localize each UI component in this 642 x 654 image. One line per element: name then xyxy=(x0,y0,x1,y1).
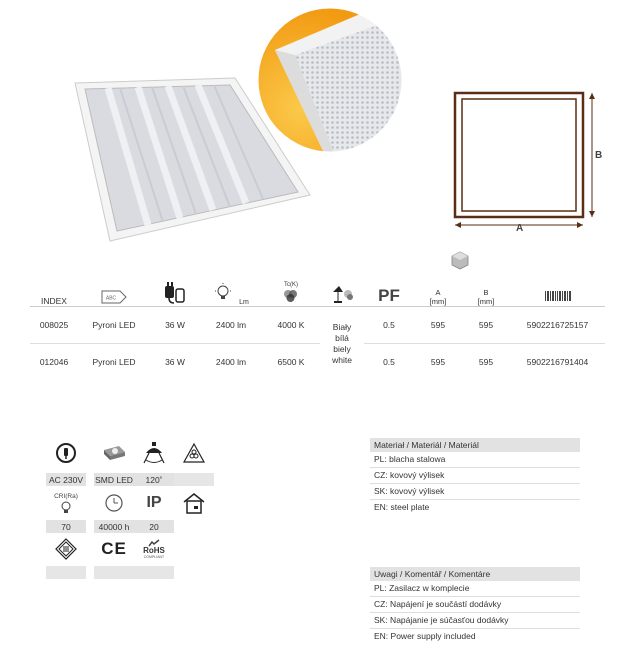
barcode-icon xyxy=(510,278,605,307)
no-dimming-icon xyxy=(174,440,214,466)
material-row-cz: CZ: kovový výlisek xyxy=(370,468,580,484)
supply-voltage-value: AC 230V xyxy=(46,473,86,486)
color-sk: biely xyxy=(333,343,351,354)
cell-lumen: 2400 lm xyxy=(200,307,262,344)
lifetime-value: 40000 h xyxy=(94,520,134,533)
header-a xyxy=(414,278,462,307)
material-row-sk: SK: kovový výlisek xyxy=(370,484,580,500)
ac-power-icon xyxy=(46,440,86,466)
rohs-label: RoHS xyxy=(143,545,165,555)
remarks-row-pl: PL: Zasilacz w komplecie xyxy=(370,581,580,597)
cri-value: 70 xyxy=(46,520,86,533)
ip-label: IP xyxy=(146,494,162,511)
power-plug-icon xyxy=(150,278,200,307)
feature-icons-grid xyxy=(46,440,216,580)
cell-pf: 0.5 xyxy=(364,307,414,344)
bulb-lumen-icon xyxy=(200,278,262,307)
remarks-row-cz: CZ: Napájení je součástí dodávky xyxy=(370,597,580,613)
beam-angle-icon xyxy=(134,440,174,466)
material-row-pl: PL: blacha stalowa xyxy=(370,452,580,468)
box-3d-icon xyxy=(450,250,470,270)
cell-b: 595 xyxy=(462,307,510,344)
color-en: white xyxy=(332,354,352,365)
cri-label: CRI(Ra) xyxy=(54,492,78,500)
cell-name: Pyroni LED xyxy=(78,344,150,381)
material-title: Materiał / Materiál / Materiál xyxy=(370,438,580,452)
dimension-a-label: A xyxy=(516,223,524,234)
header-a-letter: A xyxy=(435,288,441,297)
header-index: INDEX xyxy=(30,278,78,307)
ce-mark-icon xyxy=(94,536,134,562)
rohs-value xyxy=(134,566,174,579)
name-icon-text: ABC xyxy=(105,295,117,302)
table-row xyxy=(30,307,605,344)
name-icon xyxy=(78,278,150,307)
lamp-color-icon xyxy=(320,278,364,307)
class-value xyxy=(46,566,86,579)
rohs-icon xyxy=(134,536,174,562)
remarks-row-sk: SK: Napájanie je súčasťou dodávky xyxy=(370,613,580,629)
cell-ean: 5902216791404 xyxy=(510,344,605,381)
cell-lumen: 2400 lm xyxy=(200,344,262,381)
dimension-drawing xyxy=(440,85,610,245)
header-b-unit: [mm] xyxy=(477,297,495,306)
ip-value: 20 xyxy=(134,520,174,533)
smd-led-icon xyxy=(94,440,134,466)
ip-rating-icon xyxy=(134,490,174,516)
cell-pf: 0.5 xyxy=(364,344,414,381)
cell-index: 008025 xyxy=(30,307,78,344)
cell-a: 595 xyxy=(414,307,462,344)
cell-ean: 5902216725157 xyxy=(510,307,605,344)
header-b-letter: B xyxy=(483,288,489,297)
spec-table xyxy=(30,278,605,380)
cri-icon xyxy=(46,490,86,516)
panel-detail-zoom xyxy=(255,5,405,155)
ce-label: CE xyxy=(101,539,127,558)
remarks-table xyxy=(370,567,580,644)
lumen-unit: Lm xyxy=(239,299,249,306)
cell-b: 595 xyxy=(462,344,510,381)
class-iii-icon xyxy=(46,536,86,562)
indoor-house-icon xyxy=(174,490,214,516)
cell-temp: 4000 K xyxy=(262,307,320,344)
color-cz: bílá xyxy=(335,332,349,343)
material-row-en: EN: steel plate xyxy=(374,502,430,512)
remarks-row-en: EN: Power supply included xyxy=(374,631,476,641)
remarks-title: Uwagi / Komentář / Komentáre xyxy=(370,567,580,581)
dimming-value xyxy=(174,473,214,486)
cell-temp: 6500 K xyxy=(262,344,320,381)
dimension-b-label: B xyxy=(595,150,603,161)
cell-color-merged xyxy=(320,307,364,381)
cell-power: 36 W xyxy=(150,307,200,344)
table-row xyxy=(30,344,605,381)
cell-a: 595 xyxy=(414,344,462,381)
cell-index: 012046 xyxy=(30,344,78,381)
header-a-unit: [mm] xyxy=(429,297,447,306)
beam-angle-value: 120˚ xyxy=(134,473,174,486)
color-temperature-icon xyxy=(262,278,320,307)
ce-value xyxy=(94,566,134,579)
header-pf: PF xyxy=(364,278,414,307)
cell-power: 36 W xyxy=(150,344,200,381)
material-table xyxy=(370,438,580,515)
header-b xyxy=(462,278,510,307)
lifetime-clock-icon xyxy=(94,490,134,516)
rohs-sub: COMPLIANT xyxy=(143,554,165,559)
color-pl: Biały xyxy=(332,321,352,332)
color-temp-label: Tc(K) xyxy=(284,282,298,288)
cell-name: Pyroni LED xyxy=(78,307,150,344)
light-source-value: SMD LED xyxy=(95,474,133,485)
